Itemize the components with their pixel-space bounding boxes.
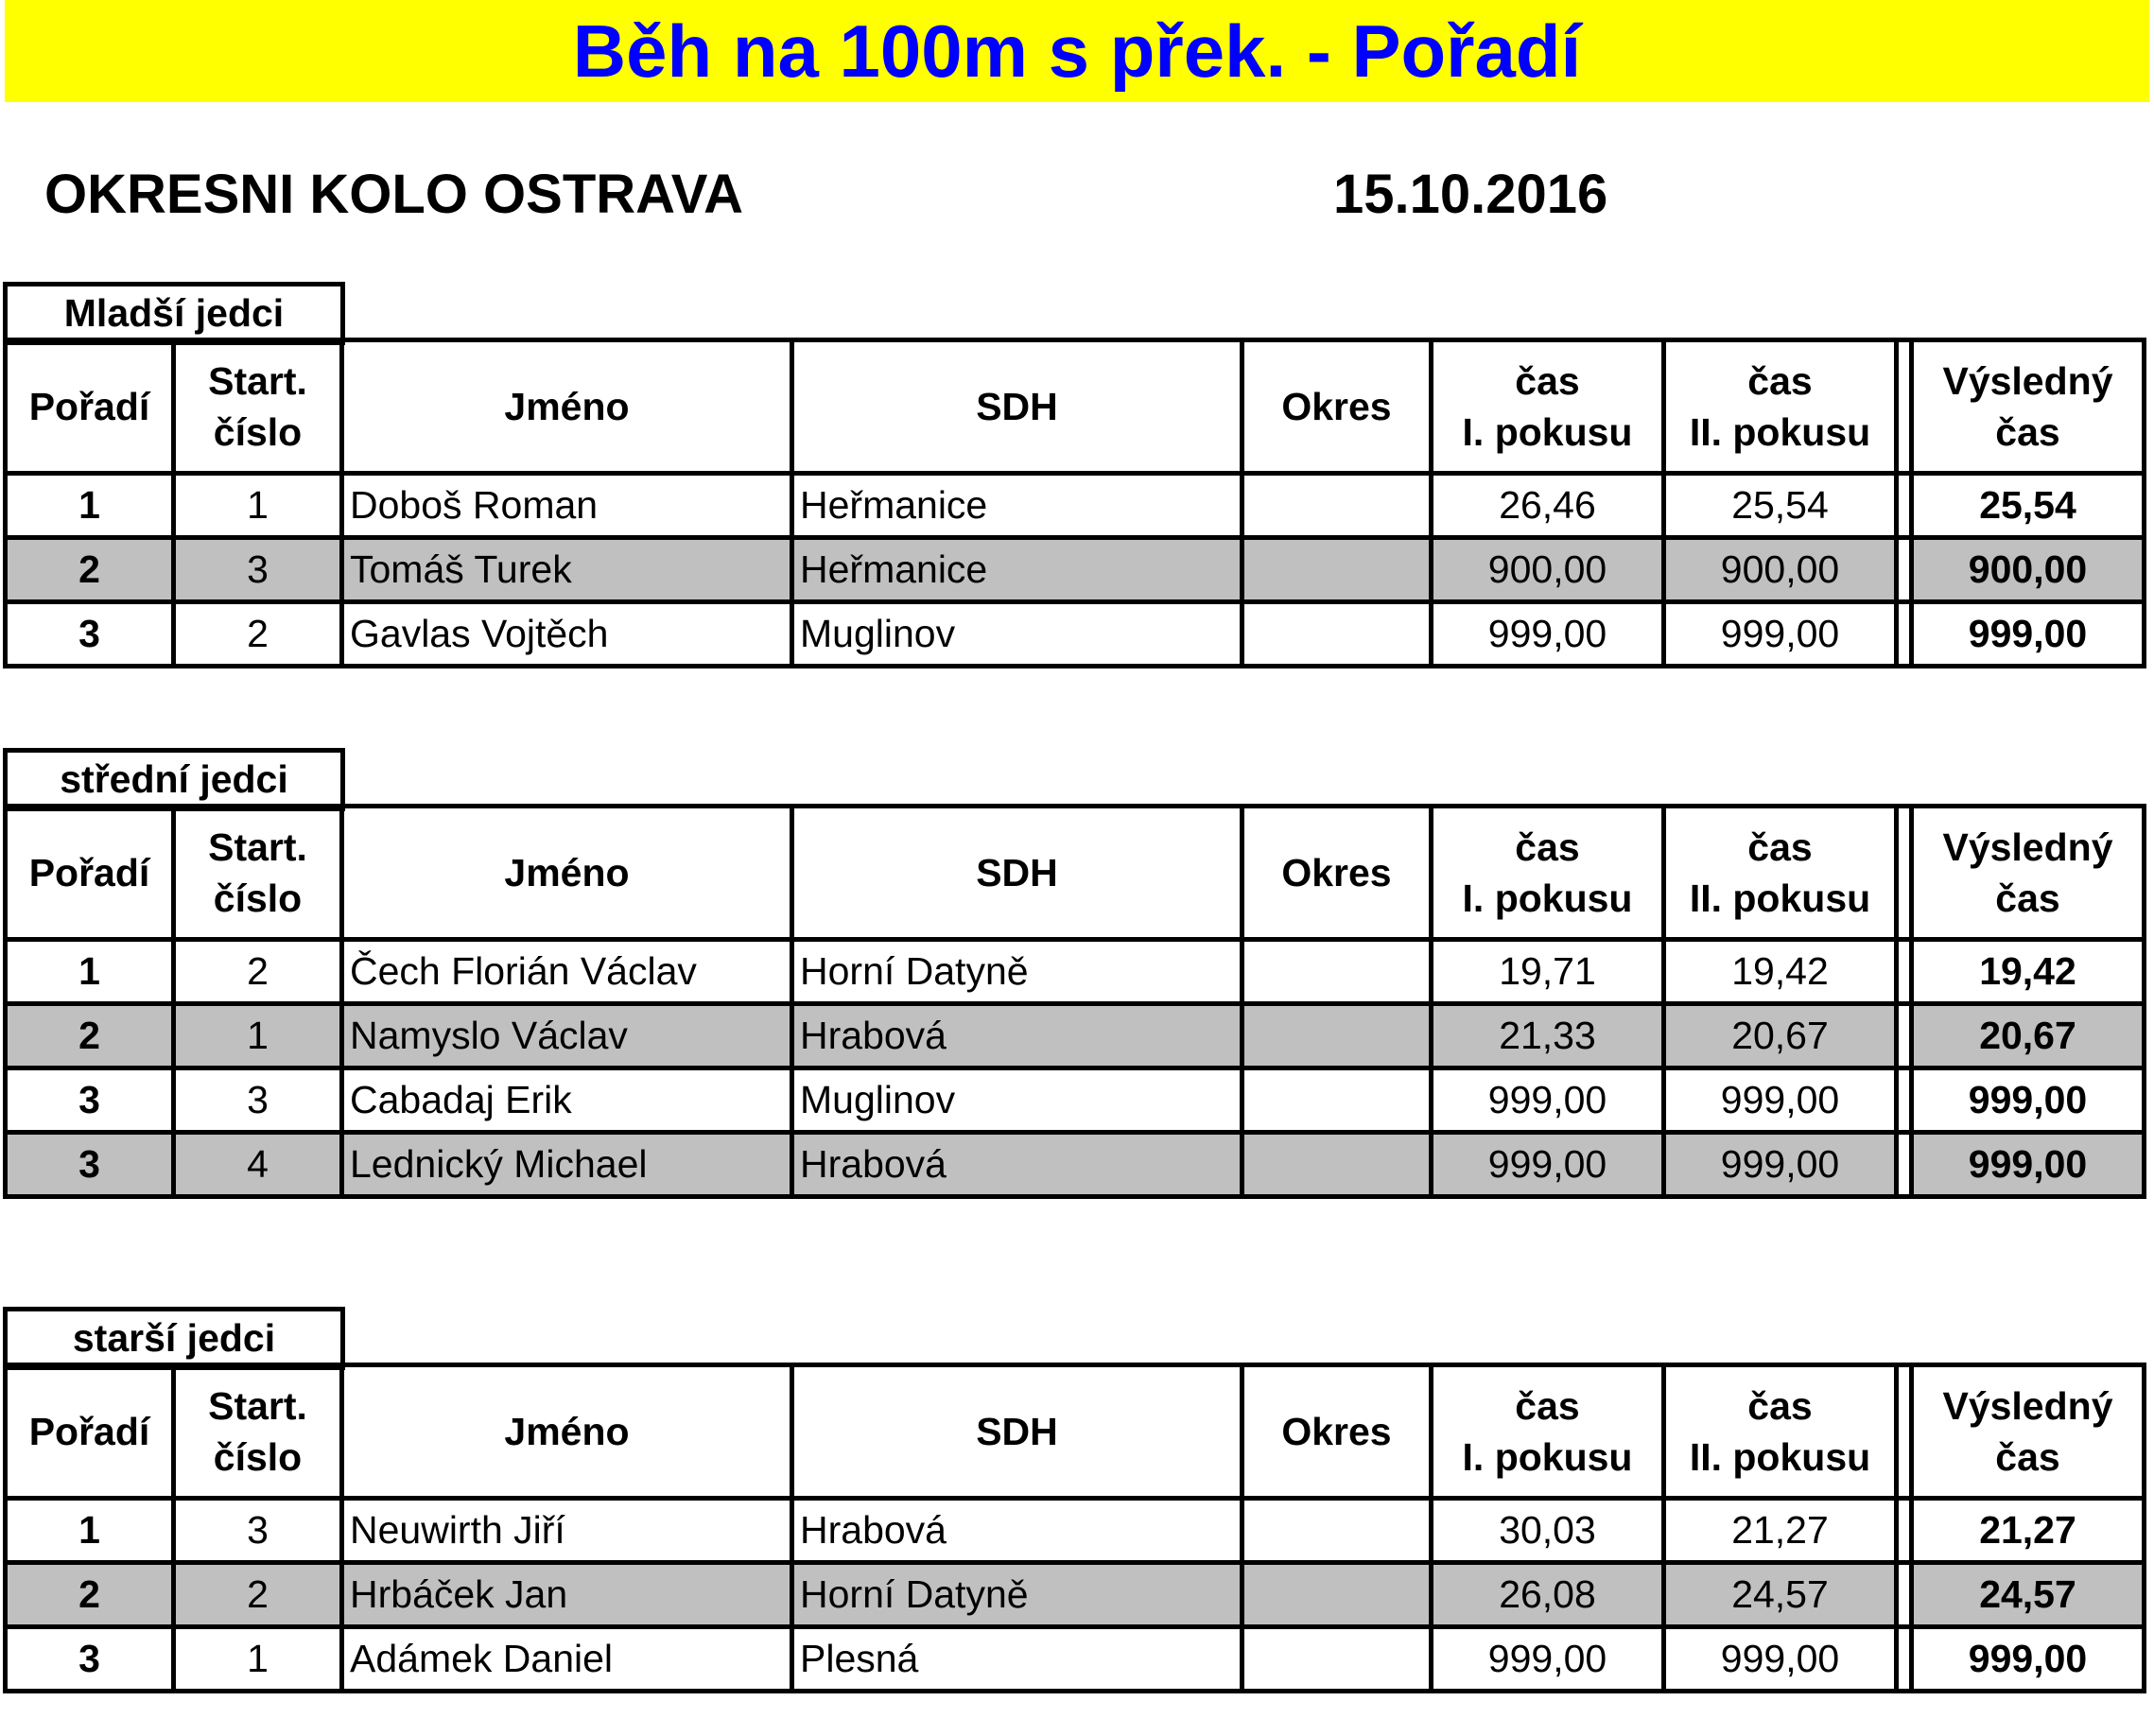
category-label: střední jedci — [3, 748, 345, 811]
final-time-header-text: čas — [1995, 410, 2060, 454]
second-attempt-cell: 900,00 — [1664, 538, 1897, 602]
start-number-cell: 1 — [174, 1627, 342, 1692]
name-cell: Doboš Roman — [342, 474, 792, 538]
second-attempt-cell: 25,54 — [1664, 474, 1897, 538]
rank-header — [6, 1365, 174, 1499]
okres-header-text: Okres — [1281, 851, 1392, 894]
okres-cell — [1242, 1068, 1432, 1133]
first-attempt-cell: 30,03 — [1432, 1499, 1664, 1563]
separator — [1897, 807, 1912, 940]
separator — [1897, 474, 1912, 538]
table-row — [6, 1499, 2145, 1563]
separator — [1897, 1133, 1912, 1197]
final-time-header-text: čas — [1995, 1435, 2060, 1479]
first-attempt-cell: 999,00 — [1432, 1627, 1664, 1692]
separator — [1897, 1004, 1912, 1068]
sdh-cell: Hrabová — [792, 1499, 1242, 1563]
second-attempt-header-text: čas — [1747, 1384, 1813, 1428]
name-cell: Tomáš Turek — [342, 538, 792, 602]
name-header-text: Jméno — [504, 1410, 630, 1453]
separator — [1897, 1499, 1912, 1563]
okres-cell — [1242, 1133, 1432, 1197]
event-name: OKRESNI KOLO OSTRAVA — [44, 164, 743, 225]
table-row — [6, 1068, 2145, 1133]
second-attempt-cell: 24,57 — [1664, 1563, 1897, 1627]
sdh-cell: Horní Datyně — [792, 1563, 1242, 1627]
start-number-cell: 2 — [174, 940, 342, 1004]
final-time-cell: 20,67 — [1912, 1004, 2145, 1068]
first-attempt-cell: 26,08 — [1432, 1563, 1664, 1627]
separator — [1897, 538, 1912, 602]
rank-cell: 3 — [6, 602, 174, 667]
sdh-header-text: SDH — [976, 385, 1058, 428]
first-attempt-header — [1432, 807, 1664, 940]
start-number-header-text: Start. — [208, 359, 307, 403]
second-attempt-header-text: II. pokusu — [1689, 410, 1871, 454]
rank-cell: 1 — [6, 474, 174, 538]
sdh-cell: Muglinov — [792, 602, 1242, 667]
okres-header — [1242, 807, 1432, 940]
sdh-cell: Hrabová — [792, 1133, 1242, 1197]
first-attempt-header — [1432, 1365, 1664, 1499]
okres-header — [1242, 1365, 1432, 1499]
second-attempt-cell: 999,00 — [1664, 1627, 1897, 1692]
start-number-cell: 4 — [174, 1133, 342, 1197]
name-cell: Namyslo Václav — [342, 1004, 792, 1068]
first-attempt-cell: 900,00 — [1432, 538, 1664, 602]
first-attempt-cell: 999,00 — [1432, 602, 1664, 667]
rank-cell: 1 — [6, 1499, 174, 1563]
start-number-cell: 3 — [174, 538, 342, 602]
start-number-cell: 2 — [174, 602, 342, 667]
table-row — [6, 1627, 2145, 1692]
table-row — [6, 1004, 2145, 1068]
okres-cell — [1242, 474, 1432, 538]
separator — [1897, 1563, 1912, 1627]
table-row — [6, 538, 2145, 602]
rank-header-text: Pořadí — [28, 385, 150, 428]
separator — [1897, 1068, 1912, 1133]
rank-header-text: Pořadí — [28, 1410, 150, 1453]
separator — [1897, 602, 1912, 667]
first-attempt-header-text: I. pokusu — [1462, 1435, 1633, 1479]
name-header — [342, 807, 792, 940]
rank-cell: 2 — [6, 1004, 174, 1068]
second-attempt-header — [1664, 340, 1897, 474]
table-row — [6, 1133, 2145, 1197]
rank-header — [6, 807, 174, 940]
start-number-header-text: číslo — [213, 877, 303, 920]
final-time-header-text: čas — [1995, 877, 2060, 920]
sdh-header-text: SDH — [976, 851, 1058, 894]
second-attempt-cell: 999,00 — [1664, 602, 1897, 667]
sdh-cell: Heřmanice — [792, 538, 1242, 602]
okres-cell — [1242, 1004, 1432, 1068]
name-header-text: Jméno — [504, 385, 630, 428]
first-attempt-cell: 999,00 — [1432, 1133, 1664, 1197]
results-table — [3, 804, 2146, 1199]
okres-header-text: Okres — [1281, 1410, 1392, 1453]
first-attempt-header-text: I. pokusu — [1462, 410, 1633, 454]
start-number-cell: 1 — [174, 1004, 342, 1068]
okres-cell — [1242, 1563, 1432, 1627]
start-number-header — [174, 1365, 342, 1499]
final-time-cell: 24,57 — [1912, 1563, 2145, 1627]
sdh-cell: Hrabová — [792, 1004, 1242, 1068]
final-time-cell: 25,54 — [1912, 474, 2145, 538]
first-attempt-cell: 26,46 — [1432, 474, 1664, 538]
okres-header-text: Okres — [1281, 385, 1392, 428]
sdh-header — [792, 340, 1242, 474]
separator — [1897, 1627, 1912, 1692]
table-row — [6, 940, 2145, 1004]
start-number-header — [174, 340, 342, 474]
final-time-header-text: Výsledný — [1942, 1384, 2113, 1428]
sdh-cell: Horní Datyně — [792, 940, 1242, 1004]
rank-cell: 1 — [6, 940, 174, 1004]
name-header-text: Jméno — [504, 851, 630, 894]
first-attempt-header — [1432, 340, 1664, 474]
separator — [1897, 940, 1912, 1004]
first-attempt-header-text: čas — [1515, 359, 1580, 403]
sdh-header — [792, 807, 1242, 940]
results-table — [3, 1363, 2146, 1693]
final-time-cell: 19,42 — [1912, 940, 2145, 1004]
category-label: Mladší jedci — [3, 282, 345, 345]
second-attempt-header-text: čas — [1747, 359, 1813, 403]
final-time-cell: 999,00 — [1912, 1068, 2145, 1133]
final-time-header — [1912, 807, 2145, 940]
name-cell: Cabadaj Erik — [342, 1068, 792, 1133]
first-attempt-cell: 999,00 — [1432, 1068, 1664, 1133]
final-time-header — [1912, 340, 2145, 474]
final-time-cell: 900,00 — [1912, 538, 2145, 602]
name-cell: Čech Florián Václav — [342, 940, 792, 1004]
sdh-cell: Heřmanice — [792, 474, 1242, 538]
final-time-cell: 999,00 — [1912, 602, 2145, 667]
start-number-cell: 1 — [174, 474, 342, 538]
okres-cell — [1242, 940, 1432, 1004]
name-cell: Lednický Michael — [342, 1133, 792, 1197]
start-number-cell: 2 — [174, 1563, 342, 1627]
header-row — [6, 1365, 2145, 1499]
second-attempt-cell: 19,42 — [1664, 940, 1897, 1004]
okres-cell — [1242, 1627, 1432, 1692]
first-attempt-header-text: čas — [1515, 1384, 1580, 1428]
sdh-header — [792, 1365, 1242, 1499]
header-row — [6, 340, 2145, 474]
header-row — [6, 807, 2145, 940]
separator — [1897, 1365, 1912, 1499]
second-attempt-header-text: II. pokusu — [1689, 877, 1871, 920]
name-header — [342, 1365, 792, 1499]
rank-cell: 3 — [6, 1133, 174, 1197]
event-date: 15.10.2016 — [1333, 164, 1608, 225]
second-attempt-header — [1664, 807, 1897, 940]
rank-header — [6, 340, 174, 474]
name-cell: Neuwirth Jiří — [342, 1499, 792, 1563]
start-number-header-text: číslo — [213, 410, 303, 454]
title-banner — [5, 0, 2149, 102]
start-number-header-text: Start. — [208, 1384, 307, 1428]
okres-header — [1242, 340, 1432, 474]
page-title: Běh na 100m s přek. - Pořadí — [572, 9, 1582, 93]
first-attempt-header-text: I. pokusu — [1462, 877, 1633, 920]
final-time-cell: 21,27 — [1912, 1499, 2145, 1563]
second-attempt-header — [1664, 1365, 1897, 1499]
table-row — [6, 1563, 2145, 1627]
first-attempt-cell: 21,33 — [1432, 1004, 1664, 1068]
second-attempt-cell: 999,00 — [1664, 1133, 1897, 1197]
final-time-header-text: Výsledný — [1942, 825, 2113, 869]
second-attempt-cell: 999,00 — [1664, 1068, 1897, 1133]
table-row — [6, 474, 2145, 538]
table-row — [6, 602, 2145, 667]
rank-cell: 2 — [6, 1563, 174, 1627]
name-cell: Adámek Daniel — [342, 1627, 792, 1692]
name-cell: Hrbáček Jan — [342, 1563, 792, 1627]
rank-cell: 3 — [6, 1068, 174, 1133]
category-label: starší jedci — [3, 1307, 345, 1370]
rank-cell: 2 — [6, 538, 174, 602]
final-time-header — [1912, 1365, 2145, 1499]
final-time-header-text: Výsledný — [1942, 359, 2113, 403]
start-number-header-text: číslo — [213, 1435, 303, 1479]
okres-cell — [1242, 538, 1432, 602]
results-table — [3, 338, 2146, 668]
rank-cell: 3 — [6, 1627, 174, 1692]
name-header — [342, 340, 792, 474]
sdh-header-text: SDH — [976, 1410, 1058, 1453]
second-attempt-cell: 20,67 — [1664, 1004, 1897, 1068]
separator — [1897, 340, 1912, 474]
first-attempt-header-text: čas — [1515, 825, 1580, 869]
name-cell: Gavlas Vojtěch — [342, 602, 792, 667]
final-time-cell: 999,00 — [1912, 1627, 2145, 1692]
sdh-cell: Muglinov — [792, 1068, 1242, 1133]
second-attempt-header-text: čas — [1747, 825, 1813, 869]
first-attempt-cell: 19,71 — [1432, 940, 1664, 1004]
second-attempt-header-text: II. pokusu — [1689, 1435, 1871, 1479]
start-number-cell: 3 — [174, 1068, 342, 1133]
second-attempt-cell: 21,27 — [1664, 1499, 1897, 1563]
rank-header-text: Pořadí — [28, 851, 150, 894]
start-number-header-text: Start. — [208, 825, 307, 869]
okres-cell — [1242, 1499, 1432, 1563]
start-number-header — [174, 807, 342, 940]
start-number-cell: 3 — [174, 1499, 342, 1563]
sdh-cell: Plesná — [792, 1627, 1242, 1692]
final-time-cell: 999,00 — [1912, 1133, 2145, 1197]
okres-cell — [1242, 602, 1432, 667]
